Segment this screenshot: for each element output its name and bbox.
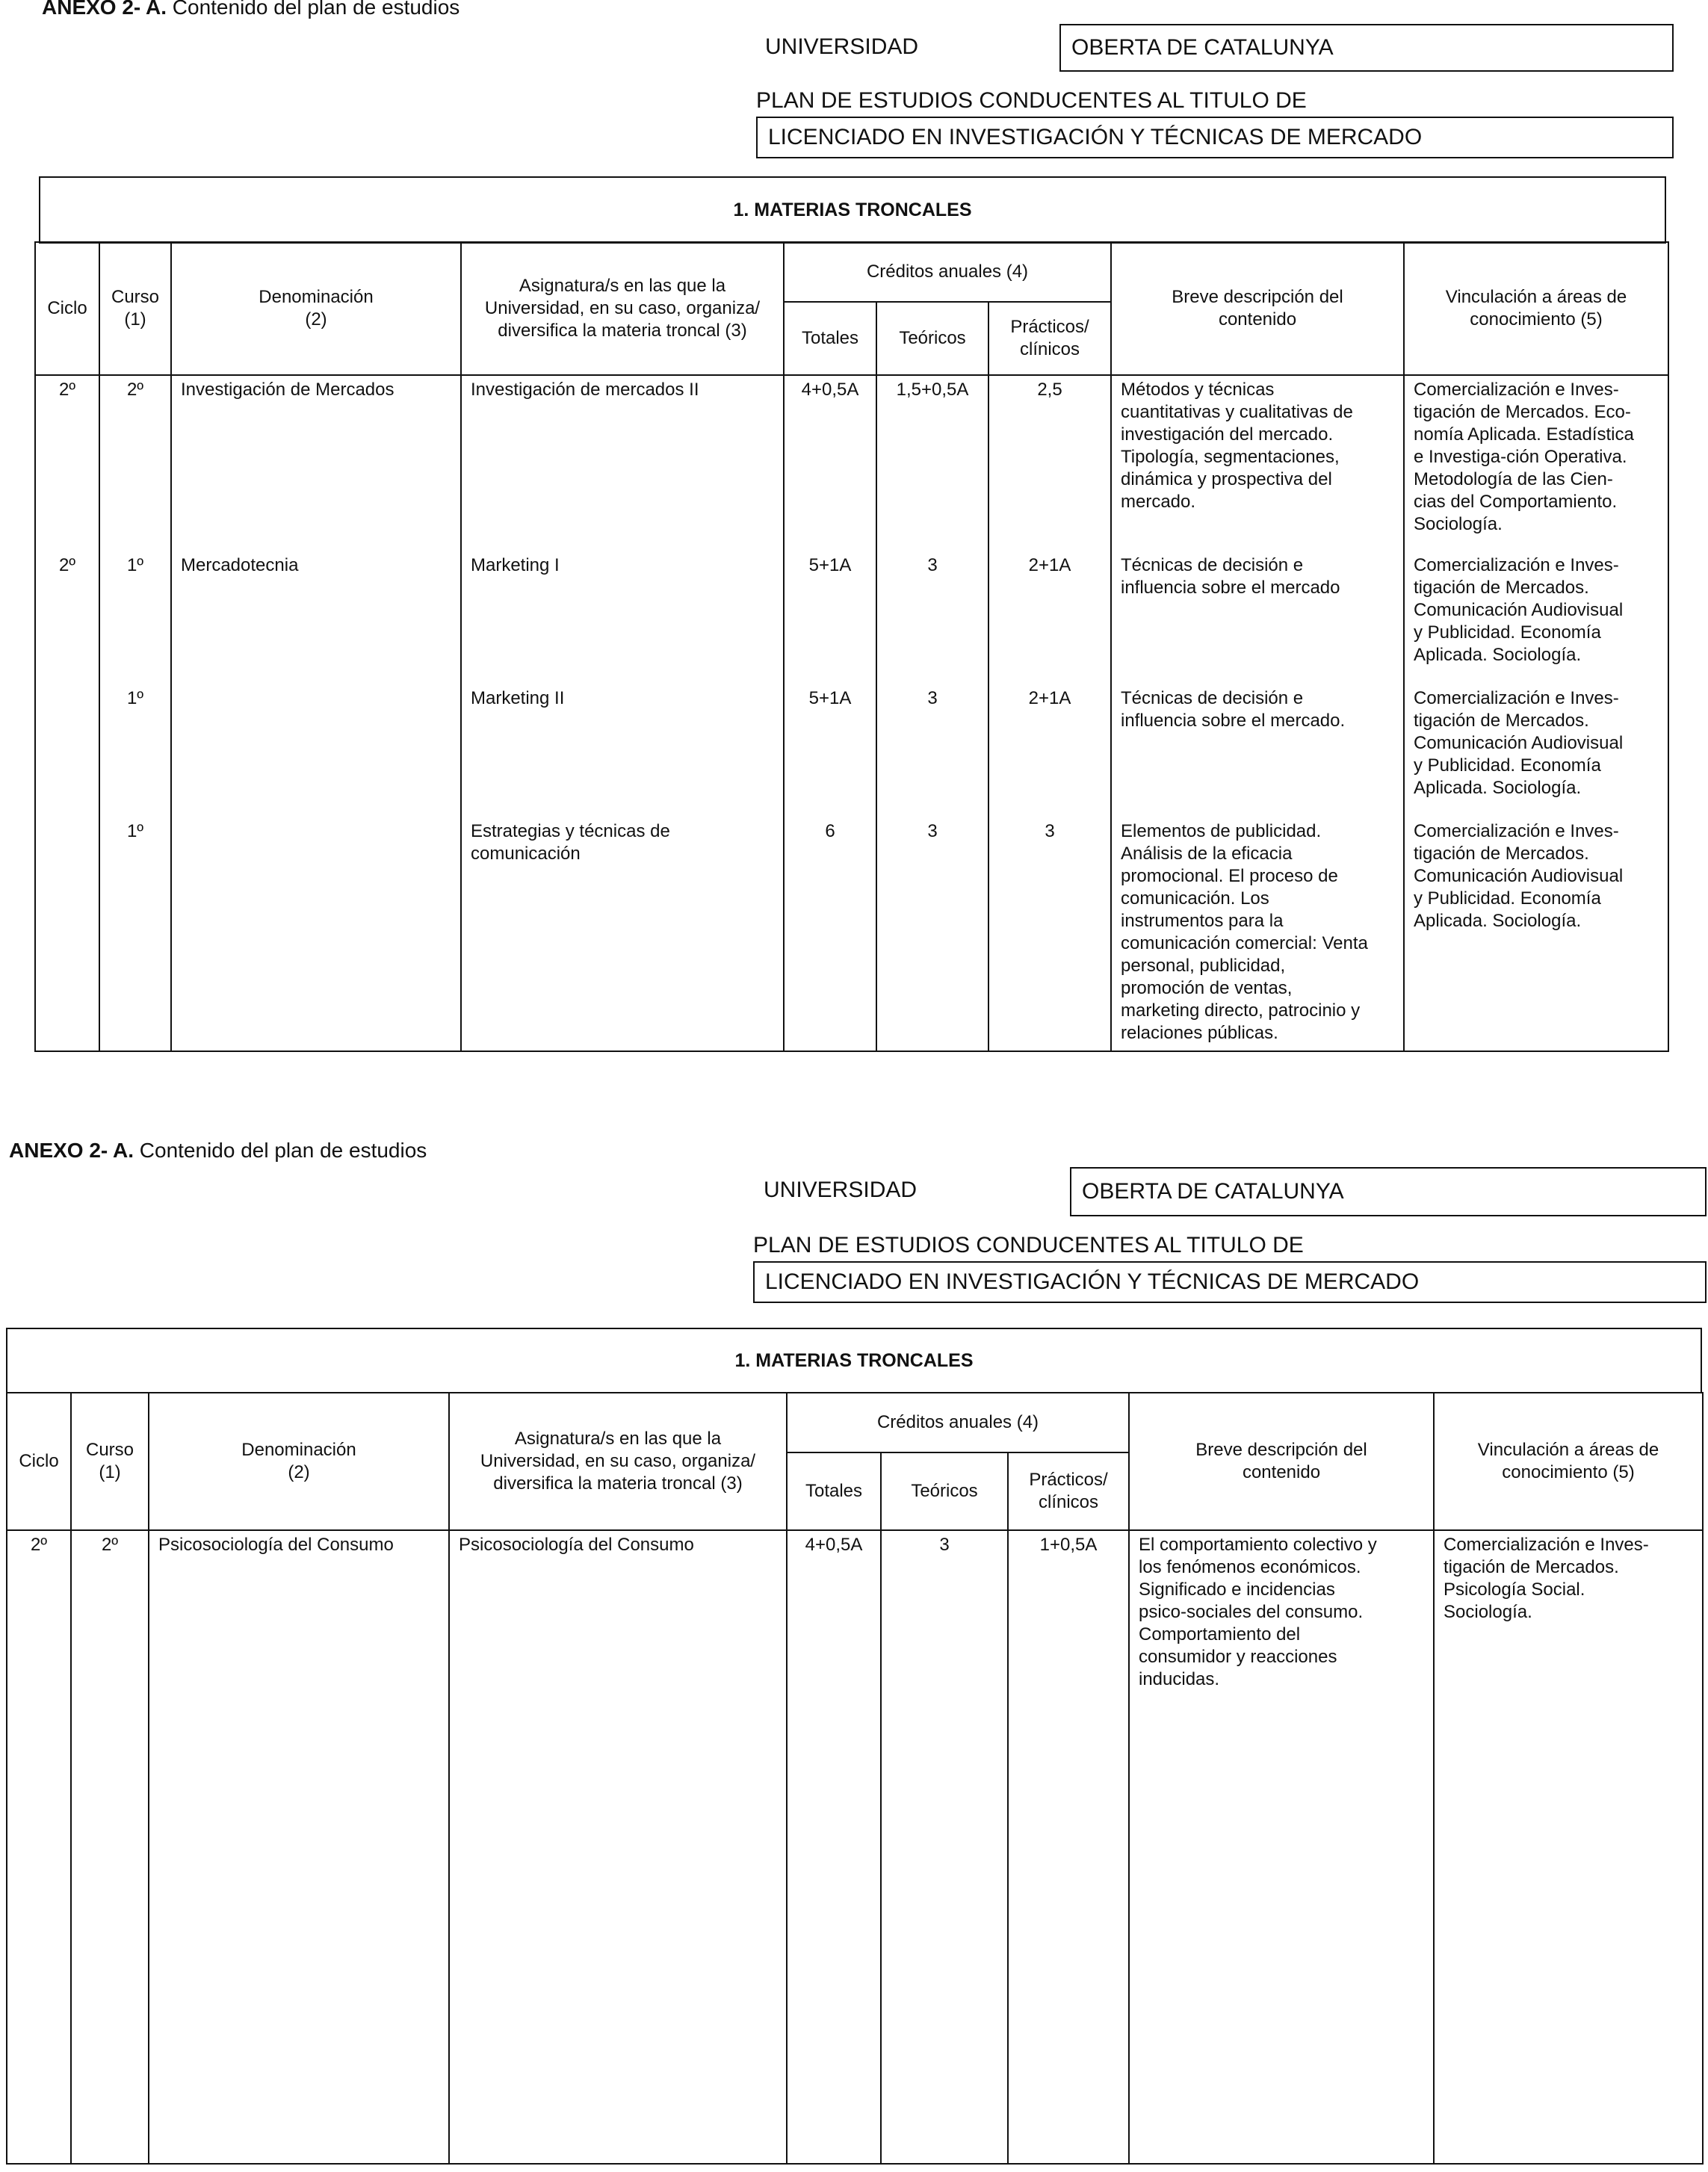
table-row xyxy=(35,684,1668,817)
section-title: 1. MATERIAS TRONCALES xyxy=(6,1328,1702,1393)
cell-denominacion: Mercadotecnia xyxy=(171,551,461,684)
header-ciclo: Ciclo xyxy=(35,242,99,375)
cell-curso: 1º xyxy=(99,551,171,684)
cell-totales: 5+1A xyxy=(784,684,876,817)
plan-value: LICENCIADO EN INVESTIGACIÓN Y TÉCNICAS DE MERCADO xyxy=(753,1261,1707,1303)
cell-teoricos: 1,5+0,5A xyxy=(876,375,988,551)
cell-vinculacion: Comercialización e Inves- tigación de Mercados. Psicología Social. Sociología. xyxy=(1434,1530,1703,2164)
header-practicos: Prácticos/ clínicos xyxy=(1008,1452,1129,1530)
universidad-label: UNIVERSIDAD xyxy=(765,34,919,59)
anexo-label: ANEXO 2- A. xyxy=(42,0,167,19)
cell-totales: 4+0,5A xyxy=(784,375,876,551)
header-practicos: Prácticos/ clínicos xyxy=(988,302,1111,375)
universidad-value: OBERTA DE CATALUNYA xyxy=(1059,24,1674,72)
plan-label: PLAN DE ESTUDIOS CONDUCENTES AL TITULO DE xyxy=(753,1233,1304,1257)
cell-descripcion: Elementos de publicidad. Análisis de la eficacia promocional. El proceso de comunicación. Los instrumentos para la comunicación comercial: Venta personal, publicidad, promoción de ventas, marketing directo, patrocinio y relaciones públicas. xyxy=(1111,817,1404,1051)
cell-curso: 1º xyxy=(99,684,171,817)
header-descripcion: Breve descripción del contenido xyxy=(1129,1393,1434,1530)
cell-curso: 2º xyxy=(71,1530,149,2164)
universidad-value: OBERTA DE CATALUNYA xyxy=(1070,1167,1707,1216)
cell-practicos: 2+1A xyxy=(988,551,1111,684)
cell-denominacion: Investigación de Mercados xyxy=(171,375,461,551)
header-vinculacion: Vinculación a áreas de conocimiento (5) xyxy=(1404,242,1668,375)
cell-vinculacion: Comercialización e Inves- tigación de Mercados. Comunicación Audiovisual y Publicidad. Economía Aplicada. Sociología. xyxy=(1404,551,1668,684)
cell-practicos: 3 xyxy=(988,817,1111,1051)
cell-practicos: 1+0,5A xyxy=(1008,1530,1129,2164)
header-denominacion: Denominación (2) xyxy=(149,1393,449,1530)
anexo-text: Contenido del plan de estudios xyxy=(134,1139,427,1162)
cell-asignatura: Marketing II xyxy=(461,684,784,817)
header-denominacion: Denominación (2) xyxy=(171,242,461,375)
header-ciclo: Ciclo xyxy=(7,1393,71,1530)
header-asignatura: Asignatura/s en las que la Universidad, en su caso, organiza/ diversifica la materia troncal (3) xyxy=(461,242,784,375)
cell-asignatura: Investigación de mercados II xyxy=(461,375,784,551)
header-descripcion: Breve descripción del contenido xyxy=(1111,242,1404,375)
cell-vinculacion: Comercialización e Inves- tigación de Mercados. Comunicación Audiovisual y Publicidad. Economía Aplicada. Sociología. xyxy=(1404,817,1668,1051)
cell-asignatura: Psicosociología del Consumo xyxy=(449,1530,787,2164)
anexo-text: Contenido del plan de estudios xyxy=(167,0,460,19)
header-asignatura: Asignatura/s en las que la Universidad, en su caso, organiza/ diversifica la materia troncal (3) xyxy=(449,1393,787,1530)
header-teoricos: Teóricos xyxy=(881,1452,1008,1530)
cell-vinculacion: Comercialización e Inves- tigación de Mercados. Comunicación Audiovisual y Publicidad. Economía Aplicada. Sociología. xyxy=(1404,684,1668,817)
cell-denominacion xyxy=(171,817,461,1051)
section-title: 1. MATERIAS TRONCALES xyxy=(39,176,1666,244)
header-teoricos: Teóricos xyxy=(876,302,988,375)
cell-ciclo: 2º xyxy=(35,375,99,551)
plan-value: LICENCIADO EN INVESTIGACIÓN Y TÉCNICAS DE MERCADO xyxy=(756,117,1674,158)
cell-practicos: 2+1A xyxy=(988,684,1111,817)
header-totales: Totales xyxy=(787,1452,881,1530)
anexo-heading xyxy=(42,0,460,19)
cell-descripcion: Técnicas de decisión e influencia sobre el mercado. xyxy=(1111,684,1404,817)
materias-table xyxy=(6,1392,1704,2165)
cell-teoricos: 3 xyxy=(876,684,988,817)
materias-table xyxy=(34,241,1669,1052)
cell-totales: 4+0,5A xyxy=(787,1530,881,2164)
cell-descripcion: Métodos y técnicas cuantitativas y cualitativas de investigación del mercado. Tipología, segmentaciones, dinámica y prospectiva del mercado. xyxy=(1111,375,1404,551)
cell-descripcion: El comportamiento colectivo y los fenómenos económicos. Significado e incidencias psico-sociales del consumo. Comportamiento del consumidor y reacciones inducidas. xyxy=(1129,1530,1434,2164)
header-vinculacion: Vinculación a áreas de conocimiento (5) xyxy=(1434,1393,1703,1530)
cell-teoricos: 3 xyxy=(876,551,988,684)
header-creditos: Créditos anuales (4) xyxy=(784,242,1111,302)
cell-ciclo xyxy=(35,684,99,817)
cell-descripcion: Técnicas de decisión e influencia sobre el mercado xyxy=(1111,551,1404,684)
plan-label: PLAN DE ESTUDIOS CONDUCENTES AL TITULO DE xyxy=(756,88,1307,113)
header-creditos: Créditos anuales (4) xyxy=(787,1393,1129,1452)
cell-curso: 2º xyxy=(99,375,171,551)
cell-asignatura: Marketing I xyxy=(461,551,784,684)
cell-teoricos: 3 xyxy=(881,1530,1008,2164)
cell-denominacion xyxy=(171,684,461,817)
universidad-label: UNIVERSIDAD xyxy=(764,1178,918,1202)
cell-ciclo xyxy=(35,817,99,1051)
cell-ciclo: 2º xyxy=(7,1530,71,2164)
cell-curso: 1º xyxy=(99,817,171,1051)
cell-asignatura: Estrategias y técnicas de comunicación xyxy=(461,817,784,1051)
cell-totales: 5+1A xyxy=(784,551,876,684)
cell-practicos: 2,5 xyxy=(988,375,1111,551)
cell-teoricos: 3 xyxy=(876,817,988,1051)
cell-denominacion: Psicosociología del Consumo xyxy=(149,1530,449,2164)
table-row xyxy=(35,551,1668,684)
table-row xyxy=(35,375,1668,551)
table-row xyxy=(35,817,1668,1051)
header-totales: Totales xyxy=(784,302,876,375)
cell-ciclo: 2º xyxy=(35,551,99,684)
cell-totales: 6 xyxy=(784,817,876,1051)
anexo-label: ANEXO 2- A. xyxy=(9,1139,134,1162)
header-curso: Curso (1) xyxy=(99,242,171,375)
table-row xyxy=(7,1530,1703,2164)
cell-vinculacion: Comercialización e Inves- tigación de Mercados. Eco- nomía Aplicada. Estadística e Investiga-ción Operativa. Metodología de las Cien- cias del Comportamiento. Sociología. xyxy=(1404,375,1668,551)
header-curso: Curso (1) xyxy=(71,1393,149,1530)
anexo-heading xyxy=(9,1139,427,1163)
